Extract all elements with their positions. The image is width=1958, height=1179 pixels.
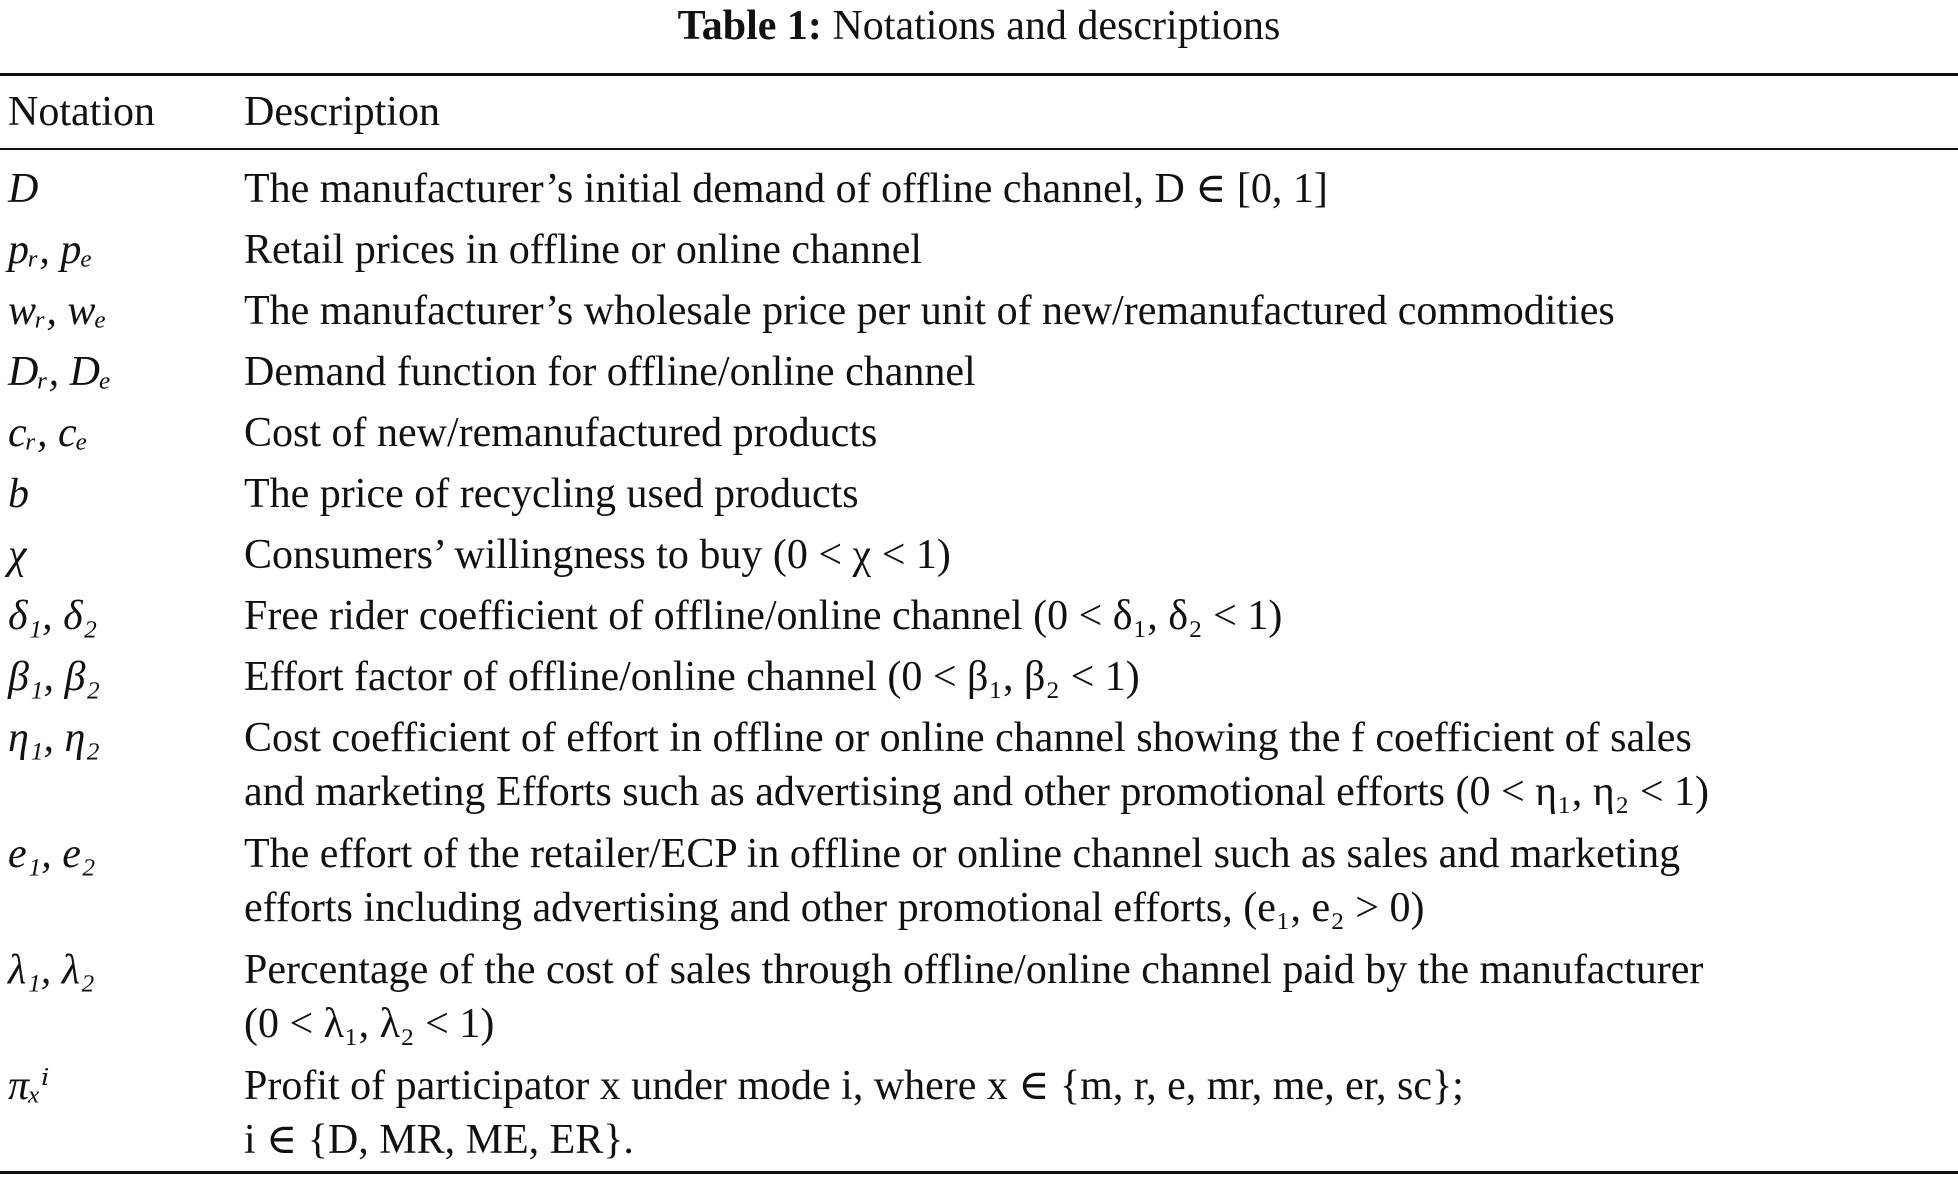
description-cell (244, 827, 1956, 935)
table-row (0, 345, 1958, 399)
description-line: Percentage of the cost of sales through offline/online channel paid by the manufacturer (244, 947, 1704, 993)
table-row (0, 1059, 1958, 1167)
description-line: Effort factor of offline/online channel (0 < β₁, β₂ < 1) (244, 654, 1140, 700)
description-line: Cost of new/remanufactured products (244, 410, 878, 456)
description-line: Consumers’ willingness to buy (0 < χ < 1) (244, 532, 951, 578)
description-line: The manufacturer’s initial demand of offline channel, D ∈ [0, 1] (244, 166, 1328, 212)
description-line: The effort of the retailer/ECP in offline or online channel such as sales and marketing (244, 831, 1681, 877)
table-row (0, 528, 1958, 582)
description-cell (244, 406, 1956, 460)
notation-cell: δ₁, δ₂ (8, 593, 98, 639)
description-line: Profit of participator x under mode i, where x ∈ {m, r, e, mr, me, er, sc}; (244, 1063, 1464, 1109)
table-row (0, 406, 1958, 460)
description-cell (244, 284, 1956, 338)
description-line: The price of recycling used products (244, 471, 859, 517)
description-line: (0 < λ₁, λ₂ < 1) (244, 1001, 495, 1047)
header-notation: Notation (8, 89, 155, 135)
table-row (0, 223, 1958, 277)
description-cell (244, 345, 1956, 399)
description-line: Demand function for offline/online channel (244, 349, 976, 395)
table-row (0, 589, 1958, 643)
description-cell (244, 711, 1956, 819)
description-line: and marketing Efforts such as advertising and other promotional efforts (0 < η₁, η₂ < 1) (244, 769, 1710, 815)
description-cell (244, 1059, 1956, 1167)
table-row (0, 162, 1958, 216)
description-line: efforts including advertising and other promotional efforts, (e₁, e₂ > 0) (244, 885, 1425, 931)
description-cell (244, 943, 1956, 1051)
table-row (0, 943, 1958, 1051)
notation-cell: D (8, 166, 39, 212)
description-cell (244, 162, 1956, 216)
notation-cell: β₁, β₂ (8, 654, 101, 700)
table-row (0, 284, 1958, 338)
description-cell (244, 589, 1956, 643)
notation-cell: b (8, 471, 29, 517)
notation-cell: cᵣ, cₑ (8, 410, 88, 456)
description-cell (244, 223, 1956, 277)
description-cell (244, 528, 1956, 582)
caption-title: Notations and descriptions (832, 3, 1281, 49)
notation-cell: λ₁, λ₂ (8, 947, 95, 993)
bottom-rule (0, 1171, 1958, 1174)
caption-label: Table 1: (677, 3, 822, 49)
description-line: i ∈ {D, MR, ME, ER}. (244, 1117, 634, 1163)
table-row (0, 711, 1958, 819)
header-rule (0, 148, 1958, 150)
table-caption (0, 2, 1958, 50)
table-row (0, 650, 1958, 704)
notation-cell: wᵣ, wₑ (8, 288, 107, 334)
table-header (0, 86, 1958, 138)
notation-cell: χ (8, 532, 27, 578)
notation-cell: e₁, e₂ (8, 831, 96, 877)
table-body (0, 162, 1958, 1175)
table-row (0, 827, 1958, 935)
description-line: Retail prices in offline or online channel (244, 227, 923, 273)
notation-cell: pᵣ, pₑ (8, 227, 93, 273)
top-rule (0, 73, 1958, 76)
notation-cell: η₁, η₂ (8, 715, 100, 761)
notation-cell: πₓⁱ (8, 1063, 50, 1109)
description-line: Free rider coefficient of offline/online channel (0 < δ₁, δ₂ < 1) (244, 593, 1283, 639)
description-line: Cost coefficient of effort in offline or online channel showing the f coefficient of sales (244, 715, 1692, 761)
table-row (0, 467, 1958, 521)
description-cell (244, 467, 1956, 521)
description-line: The manufacturer’s wholesale price per unit of new/remanufactured commodities (244, 288, 1615, 334)
description-cell (244, 650, 1956, 704)
header-description: Description (244, 89, 440, 135)
notation-cell: Dᵣ, Dₑ (8, 349, 112, 395)
